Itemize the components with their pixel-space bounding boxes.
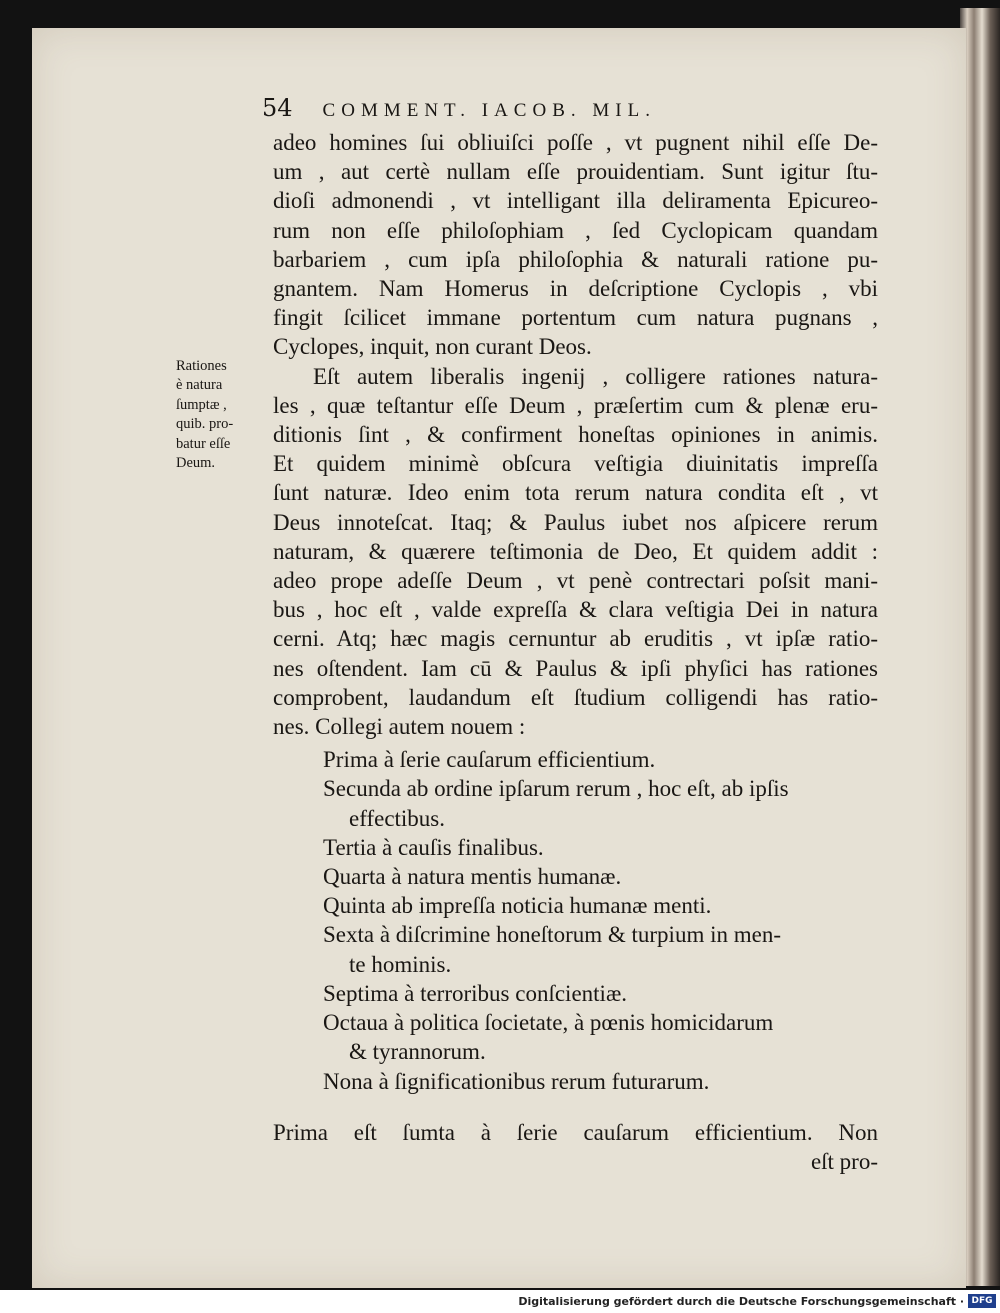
text-line: cerni. Atq; hæc magis cernuntur ab eruditis , vt ipſæ ratio- xyxy=(273,626,878,652)
text-line: adeo homines ſui obliuiſci poſſe , vt pugnent nihil eſſe De- xyxy=(273,130,878,155)
list-item xyxy=(323,891,878,920)
reasons-list xyxy=(273,745,878,1095)
marginal-note-line: ſumptæ , xyxy=(176,396,227,413)
list-item-continuation: & tyrannorum. xyxy=(349,1039,486,1065)
marginal-note-line: Deum. xyxy=(176,455,216,472)
text-line: Deus innoteſcat. Itaq; & Paulus iubet nos aſpicere rerum xyxy=(273,509,878,535)
text-line: adeo prope adeſſe Deum , vt penè contrectari poſsit mani- xyxy=(273,568,878,594)
paragraph-3 xyxy=(273,1118,878,1176)
text-line: rum non eſſe philoſophiam , ſed Cyclopicam quandam xyxy=(273,217,878,243)
text-line: fingit ſcilicet immane portentum cum natura pugnans , xyxy=(273,305,878,331)
text-line: Cyclopes, inquit, non curant Deos. xyxy=(273,334,592,360)
list-item xyxy=(323,774,878,832)
list-item-text: Tertia à cauſis finalibus. xyxy=(323,834,544,860)
running-title: COMMENT. IACOB. MIL. xyxy=(322,100,656,121)
funding-notice: Digitalisierung gefördert durch die Deutsche Forschungsgemeinschaft · xyxy=(518,1295,964,1308)
text-line: Eſt autem liberalis ingenij , colligere rationes natura- xyxy=(313,363,878,389)
list-item xyxy=(323,1008,878,1066)
footer-bar xyxy=(0,1290,1000,1313)
marginal-note-line: batur eſſe xyxy=(176,435,231,452)
list-item xyxy=(323,920,878,978)
text-line: nes oſtendent. Iam cū & Paulus & ipſi phyſici has rationes xyxy=(273,655,878,681)
list-item xyxy=(323,862,878,891)
text-line: naturam, & quærere teſtimonia de Deo, Et quidem addit : xyxy=(273,538,878,564)
list-item-continuation: te hominis. xyxy=(349,951,452,977)
list-item-text: Nona à ſignificationibus rerum futurarum. xyxy=(323,1068,710,1094)
catchword: eſt pro- xyxy=(810,1148,878,1174)
marginal-note-line: è natura xyxy=(176,377,223,394)
text-line: comprobent, laudandum eſt ſtudium colligendi has ratio- xyxy=(273,684,878,710)
list-item-continuation: effectibus. xyxy=(349,805,446,831)
text-line: gnantem. Nam Homerus in deſcriptione Cyclopis , vbi xyxy=(273,276,878,302)
text-line: nes. Collegi autem nouem : xyxy=(273,714,526,740)
list-item-text: Prima à ſerie cauſarum efficientium. xyxy=(323,747,656,773)
text-line: um , aut certè nullam eſſe prouidentiam. Sunt igitur ſtu- xyxy=(273,159,878,185)
list-item-text: Quinta ab impreſſa noticia humanæ menti. xyxy=(323,893,712,919)
running-head xyxy=(262,94,822,126)
text-line: ſunt naturæ. Ideo enim tota rerum natura condita eſt , vt xyxy=(273,480,878,506)
body-text xyxy=(273,128,878,1176)
page-number: 54 xyxy=(262,94,293,122)
text-line: Et quidem minimè obſcura veſtigia diuinitatis impreſſa xyxy=(273,451,878,477)
list-item-text: Octaua à politica ſocietate, à pœnis homicidarum xyxy=(323,1010,774,1036)
marginal-note xyxy=(176,357,268,473)
text-line: bus , hoc eſt , valde expreſſa & clara veſtigia Dei in natura xyxy=(273,597,878,623)
text-line: dioſi admonendi , vt intelligant illa deliramenta Epicureo- xyxy=(273,188,878,214)
list-item xyxy=(323,979,878,1008)
dfg-logo-icon: DFG xyxy=(968,1294,996,1308)
paragraph-1 xyxy=(273,128,878,362)
paragraph-2 xyxy=(273,362,878,742)
book-spine xyxy=(960,8,1000,1286)
list-item xyxy=(323,745,878,774)
list-item xyxy=(323,1067,878,1096)
list-item-text: Septima à terroribus conſcientiæ. xyxy=(323,980,628,1006)
list-item-text: Secunda ab ordine ipſarum rerum , hoc eſt, ab ipſis xyxy=(323,776,789,802)
list-item-text: Sexta à diſcrimine honeſtorum & turpium in men- xyxy=(323,922,781,948)
text-line: barbariem , cum ipſa philoſophia & naturali ratione pu- xyxy=(273,246,878,272)
text-line: les , quæ teſtantur eſſe Deum , præſertim cum & plenæ eru- xyxy=(273,392,878,418)
list-item-text: Quarta à natura mentis humanæ. xyxy=(323,864,622,890)
text-line: ditionis ſint , & confirment honeſtas opiniones in animis. xyxy=(273,422,878,448)
list-item xyxy=(323,833,878,862)
marginal-note-line: quib. pro- xyxy=(176,416,234,433)
marginal-note-line: Rationes xyxy=(176,358,227,374)
text-line: Prima eſt ſumta à ſerie cauſarum efficientium. Non xyxy=(273,1119,878,1145)
